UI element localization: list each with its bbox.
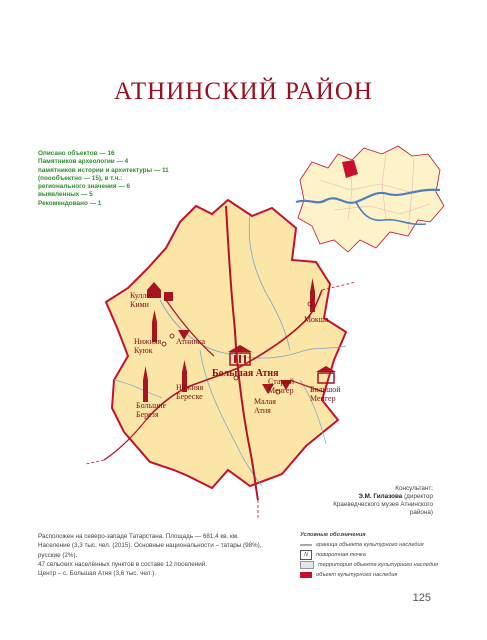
place-label-line: Менгер bbox=[310, 393, 336, 403]
stats-line: (поообъектно — 15), в т.ч.: bbox=[38, 174, 123, 182]
legend-item-label: поворотная точка bbox=[316, 552, 366, 558]
place-label-line: Малая bbox=[254, 397, 276, 406]
place-label-kulle-kimi bbox=[130, 292, 153, 309]
territory-swatch-icon bbox=[300, 561, 314, 569]
legend-item bbox=[300, 550, 438, 560]
place-label-moksha: Мокша bbox=[304, 315, 329, 324]
stats-line: Памятников археологии — 4 bbox=[38, 158, 129, 166]
description-line: Центр – с. Большая Атня (3,6 тыс. чел.). bbox=[38, 570, 156, 578]
page-title: АТНИНСКИЙ РАЙОН bbox=[114, 78, 373, 105]
place-label-line: Старый bbox=[268, 377, 295, 386]
description-line: русские (2%). bbox=[38, 551, 78, 559]
description-line: Население (3,3 тыс. чел. (2015). Основные национальности – татары (98%), bbox=[38, 542, 262, 550]
map-legend bbox=[300, 530, 438, 580]
place-label-line: Кулле- bbox=[130, 291, 153, 300]
place-label-line: Березя bbox=[136, 409, 159, 419]
legend-item bbox=[300, 540, 438, 550]
district-description bbox=[38, 532, 288, 578]
heritage-object-swatch-icon bbox=[300, 572, 312, 578]
stats-line: памятников истории и архитектуры — 11 bbox=[38, 166, 169, 174]
place-label-line: Большой bbox=[310, 385, 341, 394]
place-label-bolshaya-atnya: Большая Атня bbox=[212, 368, 279, 379]
stats-line: регионального значения — 6 bbox=[38, 183, 131, 191]
place-label-line: Нижняя bbox=[176, 383, 204, 392]
consultant-role: района) bbox=[409, 509, 433, 516]
place-label-line: Береске bbox=[176, 391, 203, 401]
turning-point-icon: N bbox=[300, 550, 312, 560]
place-label-line: Нижняя bbox=[134, 337, 162, 346]
place-label-line: Большие bbox=[136, 401, 167, 410]
page-number: 125 bbox=[412, 592, 431, 604]
legend-item-label: территория объекта культурного наследия bbox=[318, 562, 439, 568]
consultant-label: Консультант: bbox=[395, 485, 433, 492]
description-line: 47 сельских населённых пунктов в составе 12 поселений. bbox=[38, 560, 208, 568]
stats-line: Рекомендовано — 1 bbox=[38, 199, 102, 207]
consultant-role: (директор bbox=[404, 493, 433, 500]
stats-line: Описано объектов — 16 bbox=[38, 150, 115, 157]
road-exit-arrow bbox=[86, 460, 104, 464]
legend-item bbox=[300, 570, 438, 580]
consultant-name: Э.М. Гилазова bbox=[358, 493, 403, 500]
place-label-line: Менгер bbox=[268, 385, 294, 395]
legend-item-label: граница объекта культурного наследия bbox=[316, 542, 424, 548]
consultant-role: Краеведческого музея Атнинского bbox=[333, 501, 433, 508]
place-label-malaya-atnya bbox=[254, 398, 276, 415]
legend-item bbox=[300, 560, 438, 570]
place-label-stary-menger bbox=[268, 378, 294, 395]
legend-heading: Условные обозначения bbox=[300, 532, 366, 538]
place-label-atninka: Атнинка bbox=[176, 337, 206, 346]
stats-line: выявленных — 5 bbox=[38, 191, 93, 199]
place-label-bolshoy-menger bbox=[310, 386, 341, 403]
consultant-credit bbox=[333, 485, 433, 517]
place-label-line: Атня bbox=[254, 405, 271, 415]
mosque-icon bbox=[164, 292, 173, 301]
place-label-nizhnyaya-kuyuk bbox=[134, 338, 161, 355]
boundary-line-icon bbox=[300, 542, 312, 548]
legend-item-label: объект культурного наследия bbox=[316, 572, 398, 578]
place-label-bolshie-berezi bbox=[136, 402, 166, 419]
place-label-line: Куюк bbox=[134, 345, 153, 355]
description-line: Расположен на северо-западе Татарстана. Площадь — 681,4 кв. км. bbox=[38, 533, 239, 540]
place-label-nizhnyaya-bereske bbox=[176, 384, 203, 401]
place-label-line: Кими bbox=[130, 299, 149, 309]
